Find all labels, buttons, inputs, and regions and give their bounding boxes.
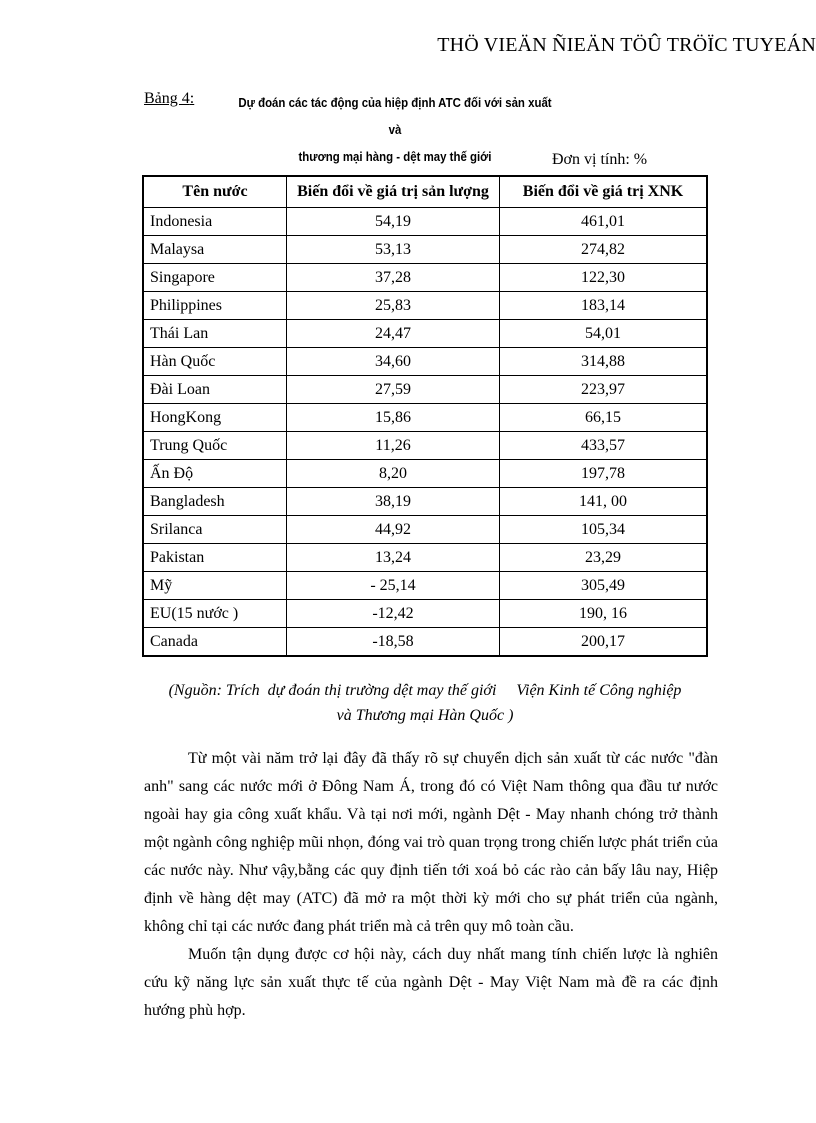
country-cell: Mỹ <box>143 572 287 600</box>
output-cell: 54,19 <box>287 208 500 236</box>
table-row <box>143 544 707 572</box>
output-cell: 11,26 <box>287 432 500 460</box>
trade-cell: 461,01 <box>500 208 708 236</box>
trade-cell: 122,30 <box>500 264 708 292</box>
output-cell: 25,83 <box>287 292 500 320</box>
table-caption-label: Bảng 4: <box>144 90 195 107</box>
trade-cell: 105,34 <box>500 516 708 544</box>
page-header: THÖ VIEÄN ÑIEÄN TÖÛ TRÖÏC TUYEÁN <box>437 34 816 56</box>
country-cell: Malaysa <box>143 236 287 264</box>
table-body <box>143 208 707 657</box>
country-cell: Canada <box>143 628 287 657</box>
source-note <box>120 678 730 728</box>
table-header-row <box>143 176 707 208</box>
country-cell: Indonesia <box>143 208 287 236</box>
table-row <box>143 264 707 292</box>
output-cell: 37,28 <box>287 264 500 292</box>
table-row <box>143 236 707 264</box>
header-output-change: Biến đổi về giá trị sản lượng <box>287 176 500 208</box>
output-cell: 27,59 <box>287 376 500 404</box>
output-cell: -18,58 <box>287 628 500 657</box>
table-row <box>143 292 707 320</box>
trade-cell: 433,57 <box>500 432 708 460</box>
caption-label-text: Bảng 4 <box>144 90 190 107</box>
paragraph-1: Từ một vài năm trở lại đây đã thấy rõ sự chuyển dịch sản xuất từ các nước "đàn anh" sang các nước mới ở Đông Nam Á, trong đó có Việt Nam thông qua đầu tư nước ngoài hay gia công xuất khẩu. Và tại nơi mới, ngành Dệt - May nhanh chóng trở thành một ngành công nghiệp mũi nhọn, đóng vai trò quan trọng trong chiến lược phát triển của các nước này. Như vậy,bằng các quy định tiến tới xoá bỏ các rào cản bấy lâu nay, Hiệp định về hàng dệt may (ATC) đã mở ra một thời kỳ mới cho sự phát triển của ngành, không chỉ tại các nước đang phát triển mà cả trên quy mô toàn cầu. <box>144 750 718 935</box>
country-cell: Srilanca <box>143 516 287 544</box>
table-row <box>143 320 707 348</box>
trade-cell: 314,88 <box>500 348 708 376</box>
country-cell: HongKong <box>143 404 287 432</box>
unit-label: Đơn vị tính: % <box>552 151 648 168</box>
table-caption-title <box>237 89 554 170</box>
country-cell: Đài Loan <box>143 376 287 404</box>
output-cell: 8,20 <box>287 460 500 488</box>
output-cell: -12,42 <box>287 600 500 628</box>
country-cell: Hàn Quốc <box>143 348 287 376</box>
table-row <box>143 516 707 544</box>
paragraph-2: Muốn tận dụng được cơ hội này, cách duy nhất mang tính chiến lược là nghiên cứu kỹ năng lực sản xuất thực tế của ngành Dệt - May Việt Nam mà đề ra các định hướng phù hợp. <box>144 946 718 1019</box>
body-text <box>144 745 718 1025</box>
output-cell: 15,86 <box>287 404 500 432</box>
caption-title-line2: thương mại hàng - dệt may thế giới <box>298 149 492 164</box>
country-cell: Thái Lan <box>143 320 287 348</box>
country-cell: Philippines <box>143 292 287 320</box>
table-row <box>143 208 707 236</box>
trade-cell: 190, 16 <box>500 600 708 628</box>
trade-cell: 66,15 <box>500 404 708 432</box>
trade-cell: 197,78 <box>500 460 708 488</box>
data-table <box>142 175 708 657</box>
output-cell: - 25,14 <box>287 572 500 600</box>
table-row <box>143 488 707 516</box>
trade-cell: 23,29 <box>500 544 708 572</box>
country-cell: Trung Quốc <box>143 432 287 460</box>
table-row <box>143 432 707 460</box>
table-row <box>143 348 707 376</box>
trade-cell: 141, 00 <box>500 488 708 516</box>
country-cell: Pakistan <box>143 544 287 572</box>
trade-cell: 54,01 <box>500 320 708 348</box>
source-line1: (Nguồn: Trích dự đoán thị trường dệt may thế giới Viện Kinh tế Công nghiệp <box>168 682 682 699</box>
output-cell: 38,19 <box>287 488 500 516</box>
header-country: Tên nước <box>143 176 287 208</box>
table-row <box>143 628 707 657</box>
output-cell: 53,13 <box>287 236 500 264</box>
trade-cell: 200,17 <box>500 628 708 657</box>
country-cell: Singapore <box>143 264 287 292</box>
trade-cell: 305,49 <box>500 572 708 600</box>
table-row <box>143 376 707 404</box>
trade-cell: 274,82 <box>500 236 708 264</box>
output-cell: 13,24 <box>287 544 500 572</box>
output-cell: 44,92 <box>287 516 500 544</box>
header-trade-change: Biến đổi về giá trị XNK <box>500 176 708 208</box>
trade-cell: 183,14 <box>500 292 708 320</box>
table-row <box>143 404 707 432</box>
country-cell: Ấn Độ <box>143 460 287 488</box>
table-row <box>143 572 707 600</box>
source-line2: và Thương mại Hàn Quốc ) <box>336 707 514 724</box>
table-row <box>143 460 707 488</box>
trade-cell: 223,97 <box>500 376 708 404</box>
table-row <box>143 600 707 628</box>
country-cell: Bangladesh <box>143 488 287 516</box>
caption-title-line1: Dự đoán các tác động của hiệp định ATC đối với sản xuất và <box>238 95 552 137</box>
country-cell: EU(15 nước ) <box>143 600 287 628</box>
output-cell: 34,60 <box>287 348 500 376</box>
output-cell: 24,47 <box>287 320 500 348</box>
